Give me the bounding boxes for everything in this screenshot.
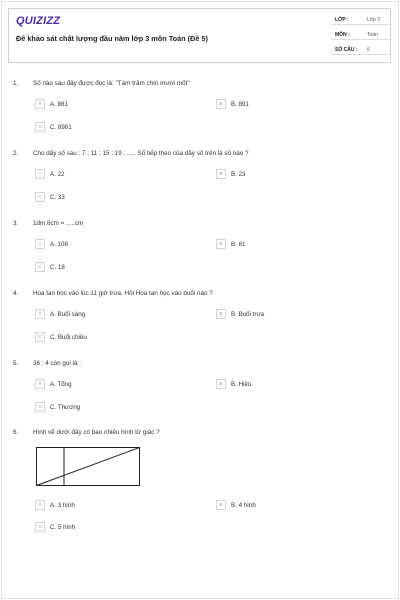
option-label: B. 23 [231, 171, 246, 178]
option-label: C. 18 [50, 264, 65, 271]
option-label: C. 8901 [50, 124, 72, 131]
answer-option-c[interactable] [35, 262, 185, 273]
answer-option-c[interactable] [35, 522, 185, 533]
option-label: A. Tổng [50, 381, 72, 388]
option-label: C. 5 hình [50, 524, 76, 531]
answer-option-b[interactable] [216, 99, 366, 110]
question-text: Hoa tan học vào lúc 11 giờ trưa. Hỏi Hoa tan học vào buổi nào ? [33, 290, 213, 297]
option-letter-box: C [35, 262, 45, 272]
option-label: B. 4 hình [231, 502, 256, 509]
answer-option-b[interactable] [216, 379, 366, 390]
answer-option-a[interactable] [35, 169, 185, 180]
option-letter-box: A [35, 379, 45, 389]
question-number: 1. [13, 80, 19, 87]
answer-option-a[interactable] [35, 309, 185, 320]
option-label: A. 3 hình [50, 502, 75, 509]
answer-option-b[interactable] [216, 169, 366, 180]
meta-subject-value: Toán [367, 32, 378, 38]
question-number: 5. [13, 360, 19, 367]
meta-count [331, 45, 391, 55]
option-label: C. 33 [50, 194, 65, 201]
meta-subject [331, 30, 391, 40]
option-letter-box: C [35, 192, 45, 202]
question-text: 1dm 8cm = .....cm [33, 220, 84, 227]
meta-class [331, 15, 391, 25]
option-letter-box: B [216, 239, 226, 249]
quadrilateral-figure [36, 447, 140, 486]
meta-class-value: Lớp 3 [367, 17, 381, 23]
answer-option-a[interactable] [35, 379, 185, 390]
answer-option-c[interactable] [35, 122, 185, 133]
option-letter-box: C [35, 402, 45, 412]
option-letter-box: A [35, 309, 45, 319]
option-letter-box: B [216, 169, 226, 179]
option-letter-box: B [216, 500, 226, 510]
answer-option-b[interactable] [216, 500, 366, 511]
meta-count-label: SỐ CÂU : [335, 47, 358, 53]
option-label: B. Hiệu [231, 381, 252, 388]
option-letter-box: C [35, 332, 45, 342]
question-number: 4. [13, 290, 19, 297]
worksheet-header [8, 8, 391, 63]
meta-subject-label: MÔN : [335, 32, 350, 38]
option-letter-box: A [35, 239, 45, 249]
question-text: Số nào sau đây được đọc là: "Tám trăm chín mươi mốt" [33, 80, 190, 87]
answer-option-c[interactable] [35, 192, 185, 203]
option-letter-box: B [216, 379, 226, 389]
option-letter-box: A [35, 169, 45, 179]
worksheet-title: Đề khảo sát chất lượng đầu năm lớp 3 môn Toán (Đề 5) [16, 34, 208, 43]
option-label: A. 881 [50, 101, 68, 108]
option-letter-box: A [35, 500, 45, 510]
answer-option-a[interactable] [35, 500, 185, 511]
option-label: B. 891 [231, 101, 249, 108]
option-label: C. Thương [50, 404, 81, 411]
answer-option-a[interactable] [35, 99, 185, 110]
question-text: Hình vẽ dưới đây có bao nhiêu hình tứ giác ? [33, 429, 160, 436]
figure-diagonal-line [37, 448, 140, 486]
option-letter-box: C [35, 522, 45, 532]
meta-count-value: 6 [367, 47, 370, 53]
option-letter-box: A [35, 99, 45, 109]
answer-option-b[interactable] [216, 309, 366, 320]
answer-option-c[interactable] [35, 402, 185, 413]
quizizz-logo: QUIZIZZ [16, 15, 61, 27]
question-number: 6. [13, 429, 19, 436]
option-label: B. Buổi trưa [231, 311, 265, 318]
option-letter-box: B [216, 309, 226, 319]
question-text: Cho dãy số sau : 7 ; 11 ; 15 ; 19 ; ..... Số tiếp theo của dãy số trên là số nào ? [33, 150, 249, 157]
answer-option-a[interactable] [35, 239, 185, 250]
answer-option-b[interactable] [216, 239, 366, 250]
question-text: 36 : 4 còn gọi là : [33, 360, 81, 367]
question-number: 3. [13, 220, 19, 227]
meta-class-label: LỚP : [335, 17, 349, 23]
option-label: A. Buổi sáng [50, 311, 86, 318]
option-label: A. 22 [50, 171, 65, 178]
answer-option-c[interactable] [35, 332, 185, 343]
option-letter-box: B [216, 99, 226, 109]
option-label: A. 108 [50, 241, 68, 248]
option-label: B. 81 [231, 241, 246, 248]
question-number: 2. [13, 150, 19, 157]
option-letter-box: C [35, 122, 45, 132]
option-label: C. Buổi chiều [50, 334, 87, 341]
